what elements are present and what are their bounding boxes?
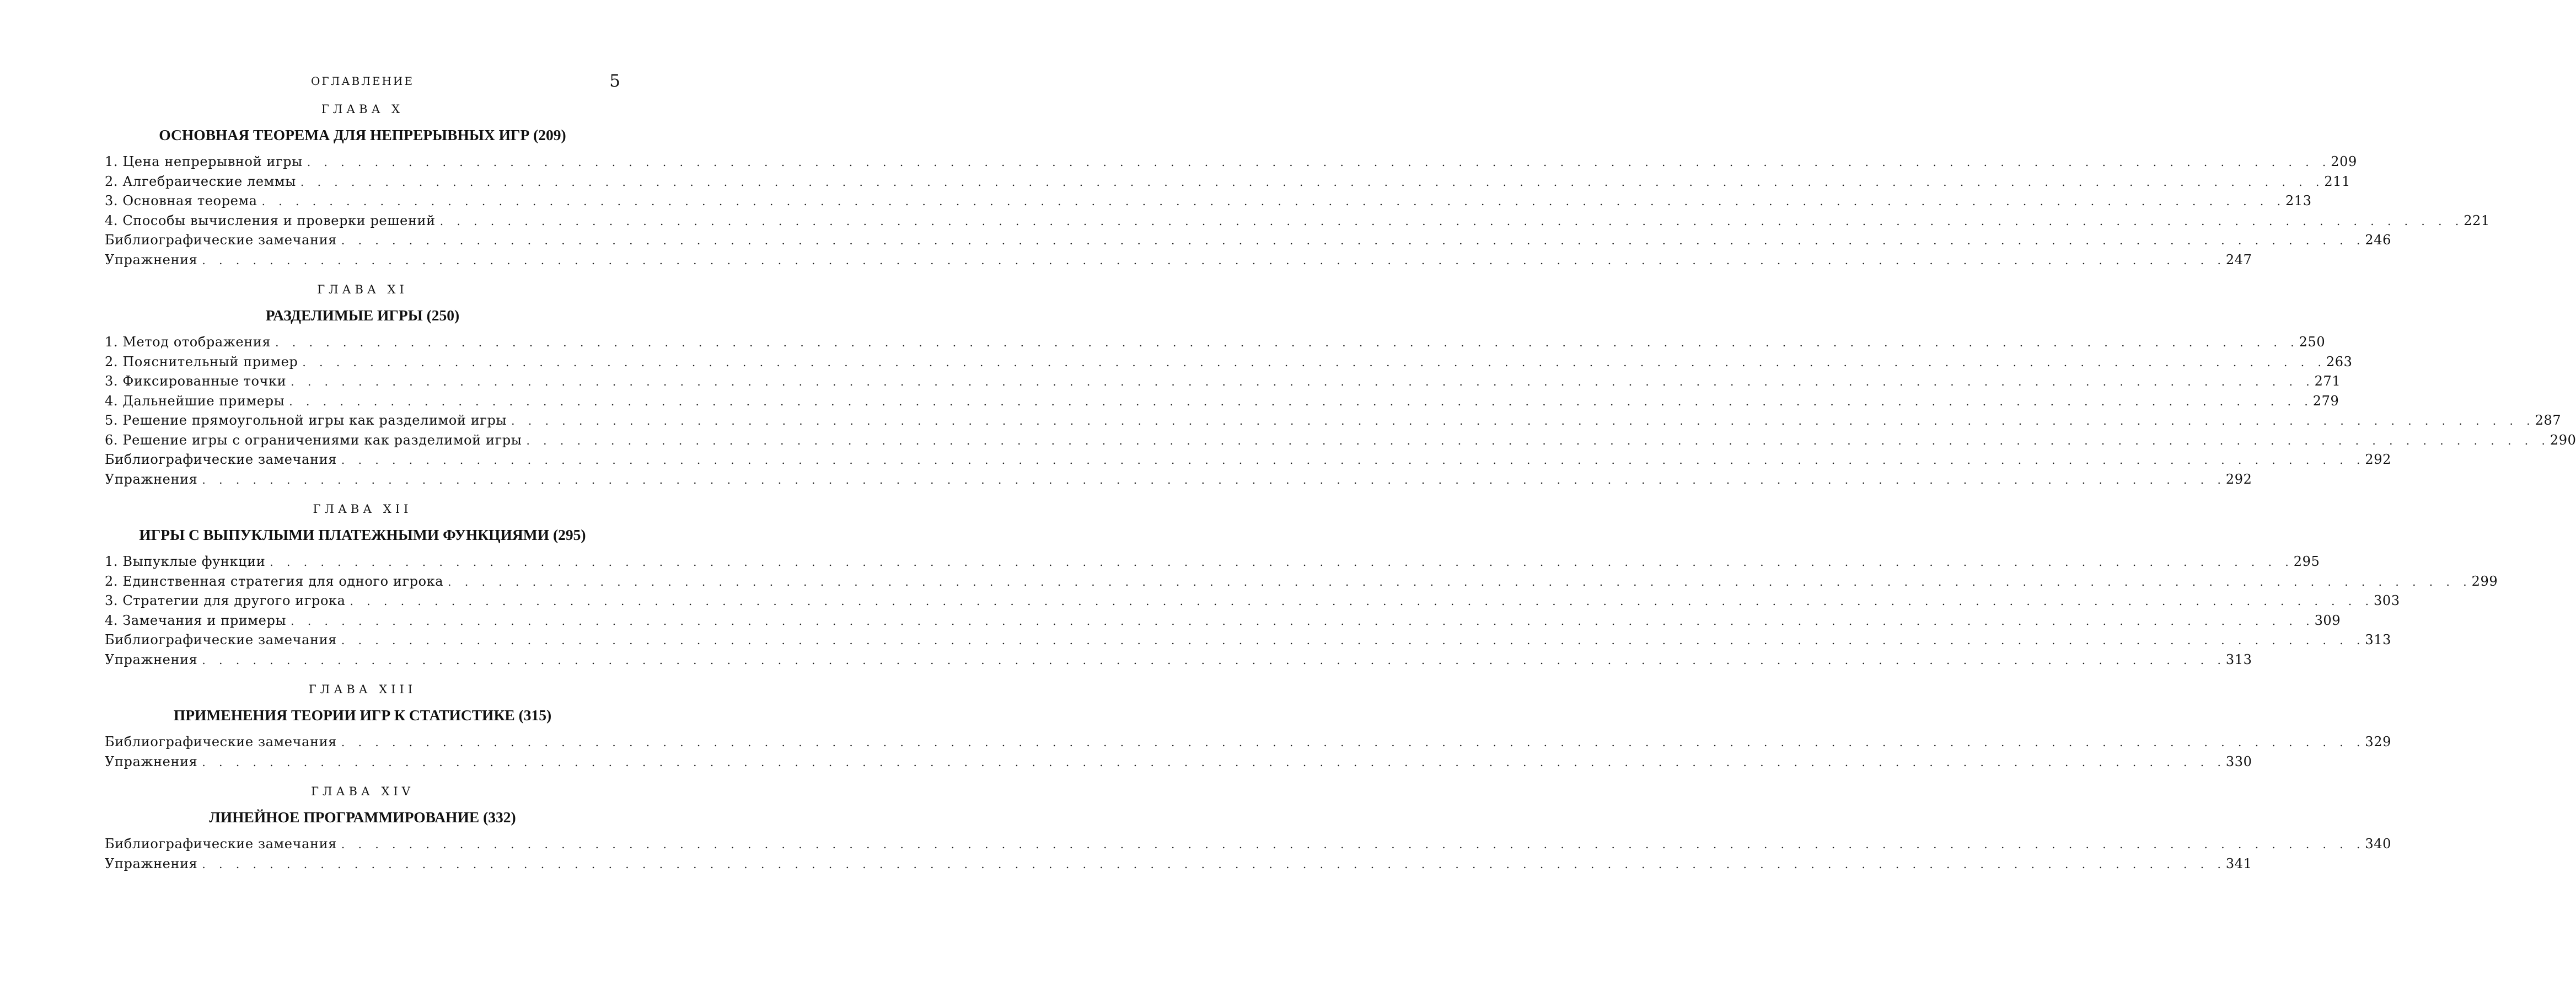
toc-entry-page: 309	[2314, 612, 2341, 628]
chapter-section	[105, 501, 2498, 670]
toc-entry-page: 287	[2535, 413, 2562, 428]
toc-entry-page: 271	[2314, 373, 2341, 389]
toc-entry-page: 213	[2285, 193, 2312, 208]
dot-leader: . . . . . . . . . . . . . . . . . . . . . . . . . . . . . . . . . . . . . . . . . . . . . . . . . . . . . . . . . . . . . . . . . . . . . . . . . . . . . . . . . . . . . . . . . . . . . . . . . . . . . . . . . . . . . . . . . . . . . . . .	[307, 156, 2331, 169]
toc-entry-title: Библиографические замечания	[105, 734, 337, 750]
dot-leader: . . . . . . . . . . . . . . . . . . . . . . . . . . . . . . . . . . . . . . . . . . . . . . . . . . . . . . . . . . . . . . . . . . . . . . . . . . . . . . . . . . . . . . . . . . . . . . . . . . . . . . . . . . . . . . . . . . . . . . . .	[291, 375, 2315, 388]
toc-entry-page: 279	[2312, 393, 2339, 409]
page-number: 5	[609, 71, 620, 91]
toc-entry-title: 4. Замечания и примеры	[105, 612, 287, 628]
dot-leader: . . . . . . . . . . . . . . . . . . . . . . . . . . . . . . . . . . . . . . . . . . . . . . . . . . . . . . . . . . . . . . . . . . . . . . . . . . . . . . . . . . . . . . . . . . . . . . . . . . . . . . . . . . . . . . . . . . . . . . . .	[511, 414, 2535, 427]
dot-leader: . . . . . . . . . . . . . . . . . . . . . . . . . . . . . . . . . . . . . . . . . . . . . . . . . . . . . . . . . . . . . . . . . . . . . . . . . . . . . . . . . . . . . . . . . . . . . . . . . . . . . . . . . . . . . . . . . . . . . . . .	[341, 453, 2365, 467]
toc-entry-page: 290	[2550, 432, 2576, 448]
dot-leader: . . . . . . . . . . . . . . . . . . . . . . . . . . . . . . . . . . . . . . . . . . . . . . . . . . . . . . . . . . . . . . . . . . . . . . . . . . . . . . . . . . . . . . . . . . . . . . . . . . . . . . . . . . . . . . . . . . . . . . . .	[291, 614, 2315, 628]
toc-entry-page: 340	[2365, 836, 2391, 852]
toc-entry-list	[105, 552, 2498, 670]
toc-entry-page: 263	[2326, 354, 2353, 370]
toc-entry-page: 247	[2225, 251, 2252, 267]
dot-leader: . . . . . . . . . . . . . . . . . . . . . . . . . . . . . . . . . . . . . . . . . . . . . . . . . . . . . . . . . . . . . . . . . . . . . . . . . . . . . . . . . . . . . . . . . . . . . . . . . . . . . . . . . . . . . . . . . . . . . . . .	[289, 394, 2313, 408]
toc-entry-page: 292	[2225, 471, 2252, 487]
toc-entry-page: 330	[2225, 753, 2252, 769]
chapter-section	[105, 282, 2576, 489]
toc-entry-page: 295	[2293, 554, 2320, 569]
toc-entry-page: 250	[2299, 334, 2326, 350]
toc-entry-page: 313	[2365, 632, 2391, 647]
toc-entry-title: 6. Решение игры с ограничениями как разделимой игры	[105, 432, 522, 448]
dot-leader: . . . . . . . . . . . . . . . . . . . . . . . . . . . . . . . . . . . . . . . . . . . . . . . . . . . . . . . . . . . . . . . . . . . . . . . . . . . . . . . . . . . . . . . . . . . . . . . . . . . . . . . . . . . . . . . . . . . . . . . .	[302, 355, 2326, 369]
toc-entry-title: Библиографические замечания	[105, 232, 337, 248]
dot-leader: . . . . . . . . . . . . . . . . . . . . . . . . . . . . . . . . . . . . . . . . . . . . . . . . . . . . . . . . . . . . . . . . . . . . . . . . . . . . . . . . . . . . . . . . . . . . . . . . . . . . . . . . . . . . . . . . . . . . . . . .	[341, 234, 2365, 247]
toc-entry[interactable]	[105, 172, 2350, 192]
toc-entry[interactable]	[105, 650, 2252, 670]
running-head	[105, 67, 620, 95]
toc-entry-page: 211	[2324, 173, 2350, 189]
chapter-title: ОСНОВНАЯ ТЕОРЕМА ДЛЯ НЕПРЕРЫВНЫХ ИГР (209)	[159, 126, 566, 143]
toc-entry[interactable]	[105, 752, 2252, 772]
chapter-section	[105, 101, 2490, 270]
chapter-title: ПРИМЕНЕНИЯ ТЕОРИИ ИГР К СТАТИСТИКЕ (315)	[173, 706, 552, 724]
toc-entry-title: Упражнения	[105, 855, 198, 871]
chapter-title: ЛИНЕЙНОЕ ПРОГРАММИРОВАНИЕ (332)	[209, 809, 516, 826]
chapter-label: ГЛАВА XII	[313, 502, 412, 516]
toc-entry[interactable]	[105, 411, 2562, 431]
toc-entry-title: 3. Фиксированные точки	[105, 373, 287, 389]
chapter-label: ГЛАВА XI	[317, 283, 408, 296]
toc-entry[interactable]	[105, 834, 2391, 854]
chapter-label: ГЛАВА XIV	[311, 785, 414, 798]
chapter-section	[105, 682, 2391, 772]
chapter-label: ГЛАВА XIII	[308, 683, 417, 696]
toc-entry-title: 1. Выпуклые функции	[105, 554, 266, 569]
toc-entry[interactable]	[105, 450, 2391, 470]
dot-leader: . . . . . . . . . . . . . . . . . . . . . . . . . . . . . . . . . . . . . . . . . . . . . . . . . . . . . . . . . . . . . . . . . . . . . . . . . . . . . . . . . . . . . . . . . . . . . . . . . . . . . . . . . . . . . . . . . . . . . . . .	[350, 595, 2374, 608]
toc-entry-page: 209	[2331, 154, 2357, 169]
toc-entry-list	[105, 834, 2391, 874]
toc-entry[interactable]	[105, 854, 2252, 874]
dot-leader: . . . . . . . . . . . . . . . . . . . . . . . . . . . . . . . . . . . . . . . . . . . . . . . . . . . . . . . . . . . . . . . . . . . . . . . . . . . . . . . . . . . . . . . . . . . . . . . . . . . . . . . . . . . . . . . . . . . . . . . .	[202, 857, 2226, 871]
chapter-list	[105, 101, 2576, 874]
toc-entry-title: Библиографические замечания	[105, 836, 337, 852]
toc-entry[interactable]	[105, 572, 2498, 592]
toc-entry-title: 1. Цена непрерывной игры	[105, 154, 303, 169]
toc-entry[interactable]	[105, 191, 2312, 211]
toc-entry-page: 221	[2464, 212, 2490, 228]
dot-leader: . . . . . . . . . . . . . . . . . . . . . . . . . . . . . . . . . . . . . . . . . . . . . . . . . . . . . . . . . . . . . . . . . . . . . . . . . . . . . . . . . . . . . . . . . . . . . . . . . . . . . . . . . . . . . . . . . . . . . . . .	[202, 653, 2226, 667]
toc-entry-title: Упражнения	[105, 651, 198, 667]
toc-entry-title: 1. Метод отображения	[105, 334, 271, 350]
chapter-section	[105, 784, 2391, 874]
chapter-title: ИГРЫ С ВЫПУКЛЫМИ ПЛАТЕЖНЫМИ ФУНКЦИЯМИ (295)	[139, 526, 586, 543]
toc-entry-title: 2. Алгебраические леммы	[105, 173, 296, 189]
toc-entry[interactable]	[105, 552, 2320, 572]
toc-entry-page: 246	[2365, 232, 2391, 248]
toc-entry-title: 3. Основная теорема	[105, 193, 257, 208]
toc-entry-title: 5. Решение прямоугольной игры как разделимой игры	[105, 413, 507, 428]
dot-leader: . . . . . . . . . . . . . . . . . . . . . . . . . . . . . . . . . . . . . . . . . . . . . . . . . . . . . . . . . . . . . . . . . . . . . . . . . . . . . . . . . . . . . . . . . . . . . . . . . . . . . . . . . . . . . . . . . . . . . . . .	[261, 195, 2285, 208]
toc-entry-page: 292	[2365, 452, 2391, 467]
toc-entry[interactable]	[105, 630, 2391, 650]
toc-entry-title: 2. Единственная стратегия для одного игрока	[105, 573, 444, 589]
toc-entry-title: Библиографические замечания	[105, 632, 337, 647]
toc-entry[interactable]	[105, 611, 2341, 631]
toc-entry-title: 3. Стратегии для другого игрока	[105, 593, 346, 608]
toc-entry[interactable]	[105, 250, 2252, 270]
dot-leader: . . . . . . . . . . . . . . . . . . . . . . . . . . . . . . . . . . . . . . . . . . . . . . . . . . . . . . . . . . . . . . . . . . . . . . . . . . . . . . . . . . . . . . . . . . . . . . . . . . . . . . . . . . . . . . . . . . . . . . . .	[341, 838, 2365, 851]
toc-entry[interactable]	[105, 152, 2357, 172]
toc-entry[interactable]	[105, 392, 2339, 411]
toc-entry-page: 341	[2225, 855, 2252, 871]
toc-entry[interactable]	[105, 211, 2490, 231]
toc-entry-list	[105, 732, 2391, 772]
toc-entry-page: 303	[2373, 593, 2400, 608]
toc-entry[interactable]	[105, 732, 2391, 752]
dot-leader: . . . . . . . . . . . . . . . . . . . . . . . . . . . . . . . . . . . . . . . . . . . . . . . . . . . . . . . . . . . . . . . . . . . . . . . . . . . . . . . . . . . . . . . . . . . . . . . . . . . . . . . . . . . . . . . . . . . . . . . .	[448, 575, 2472, 588]
dot-leader: . . . . . . . . . . . . . . . . . . . . . . . . . . . . . . . . . . . . . . . . . . . . . . . . . . . . . . . . . . . . . . . . . . . . . . . . . . . . . . . . . . . . . . . . . . . . . . . . . . . . . . . . . . . . . . . . . . . . . . . .	[202, 755, 2226, 769]
dot-leader: . . . . . . . . . . . . . . . . . . . . . . . . . . . . . . . . . . . . . . . . . . . . . . . . . . . . . . . . . . . . . . . . . . . . . . . . . . . . . . . . . . . . . . . . . . . . . . . . . . . . . . . . . . . . . . . . . . . . . . . .	[439, 214, 2464, 228]
dot-leader: . . . . . . . . . . . . . . . . . . . . . . . . . . . . . . . . . . . . . . . . . . . . . . . . . . . . . . . . . . . . . . . . . . . . . . . . . . . . . . . . . . . . . . . . . . . . . . . . . . . . . . . . . . . . . . . . . . . . . . . .	[341, 736, 2365, 749]
toc-entry-title: 4. Способы вычисления и проверки решений	[105, 212, 436, 228]
dot-leader: . . . . . . . . . . . . . . . . . . . . . . . . . . . . . . . . . . . . . . . . . . . . . . . . . . . . . . . . . . . . . . . . . . . . . . . . . . . . . . . . . . . . . . . . . . . . . . . . . . . . . . . . . . . . . . . . . . . . . . . .	[341, 634, 2365, 647]
toc-entry-page: 313	[2225, 651, 2252, 667]
toc-entry-title: 4. Дальнейшие примеры	[105, 393, 285, 409]
toc-entry[interactable]	[105, 591, 2400, 611]
toc-entry[interactable]	[105, 352, 2353, 372]
running-title: ОГЛАВЛЕНИЕ	[311, 74, 414, 88]
toc-entry-page: 329	[2365, 734, 2391, 750]
toc-entry-title: Упражнения	[105, 753, 198, 769]
toc-entry[interactable]	[105, 431, 2576, 451]
dot-leader: . . . . . . . . . . . . . . . . . . . . . . . . . . . . . . . . . . . . . . . . . . . . . . . . . . . . . . . . . . . . . . . . . . . . . . . . . . . . . . . . . . . . . . . . . . . . . . . . . . . . . . . . . . . . . . . . . . . . . . . .	[300, 175, 2325, 189]
toc-page	[105, 67, 2576, 874]
dot-leader: . . . . . . . . . . . . . . . . . . . . . . . . . . . . . . . . . . . . . . . . . . . . . . . . . . . . . . . . . . . . . . . . . . . . . . . . . . . . . . . . . . . . . . . . . . . . . . . . . . . . . . . . . . . . . . . . . . . . . . . .	[202, 473, 2226, 486]
chapter-title: РАЗДЕЛИМЫЕ ИГРЫ (250)	[265, 307, 460, 324]
dot-leader: . . . . . . . . . . . . . . . . . . . . . . . . . . . . . . . . . . . . . . . . . . . . . . . . . . . . . . . . . . . . . . . . . . . . . . . . . . . . . . . . . . . . . . . . . . . . . . . . . . . . . . . . . . . . . . . . . . . . . . . .	[275, 336, 2299, 349]
dot-leader: . . . . . . . . . . . . . . . . . . . . . . . . . . . . . . . . . . . . . . . . . . . . . . . . . . . . . . . . . . . . . . . . . . . . . . . . . . . . . . . . . . . . . . . . . . . . . . . . . . . . . . . . . . . . . . . . . . . . . . . .	[526, 433, 2550, 447]
toc-entry-list	[105, 152, 2490, 270]
toc-entry[interactable]	[105, 470, 2252, 490]
dot-leader: . . . . . . . . . . . . . . . . . . . . . . . . . . . . . . . . . . . . . . . . . . . . . . . . . . . . . . . . . . . . . . . . . . . . . . . . . . . . . . . . . . . . . . . . . . . . . . . . . . . . . . . . . . . . . . . . . . . . . . . .	[270, 555, 2294, 569]
toc-entry[interactable]	[105, 372, 2341, 392]
toc-entry-list	[105, 333, 2576, 489]
toc-entry-title: Упражнения	[105, 251, 198, 267]
chapter-label: ГЛАВА X	[321, 103, 404, 116]
toc-entry[interactable]	[105, 333, 2326, 352]
toc-entry[interactable]	[105, 231, 2391, 250]
dot-leader: . . . . . . . . . . . . . . . . . . . . . . . . . . . . . . . . . . . . . . . . . . . . . . . . . . . . . . . . . . . . . . . . . . . . . . . . . . . . . . . . . . . . . . . . . . . . . . . . . . . . . . . . . . . . . . . . . . . . . . . .	[202, 253, 2226, 267]
toc-entry-page: 299	[2471, 573, 2498, 589]
toc-entry-title: 2. Пояснительный пример	[105, 354, 298, 370]
toc-entry-title: Упражнения	[105, 471, 198, 487]
toc-entry-title: Библиографические замечания	[105, 452, 337, 467]
